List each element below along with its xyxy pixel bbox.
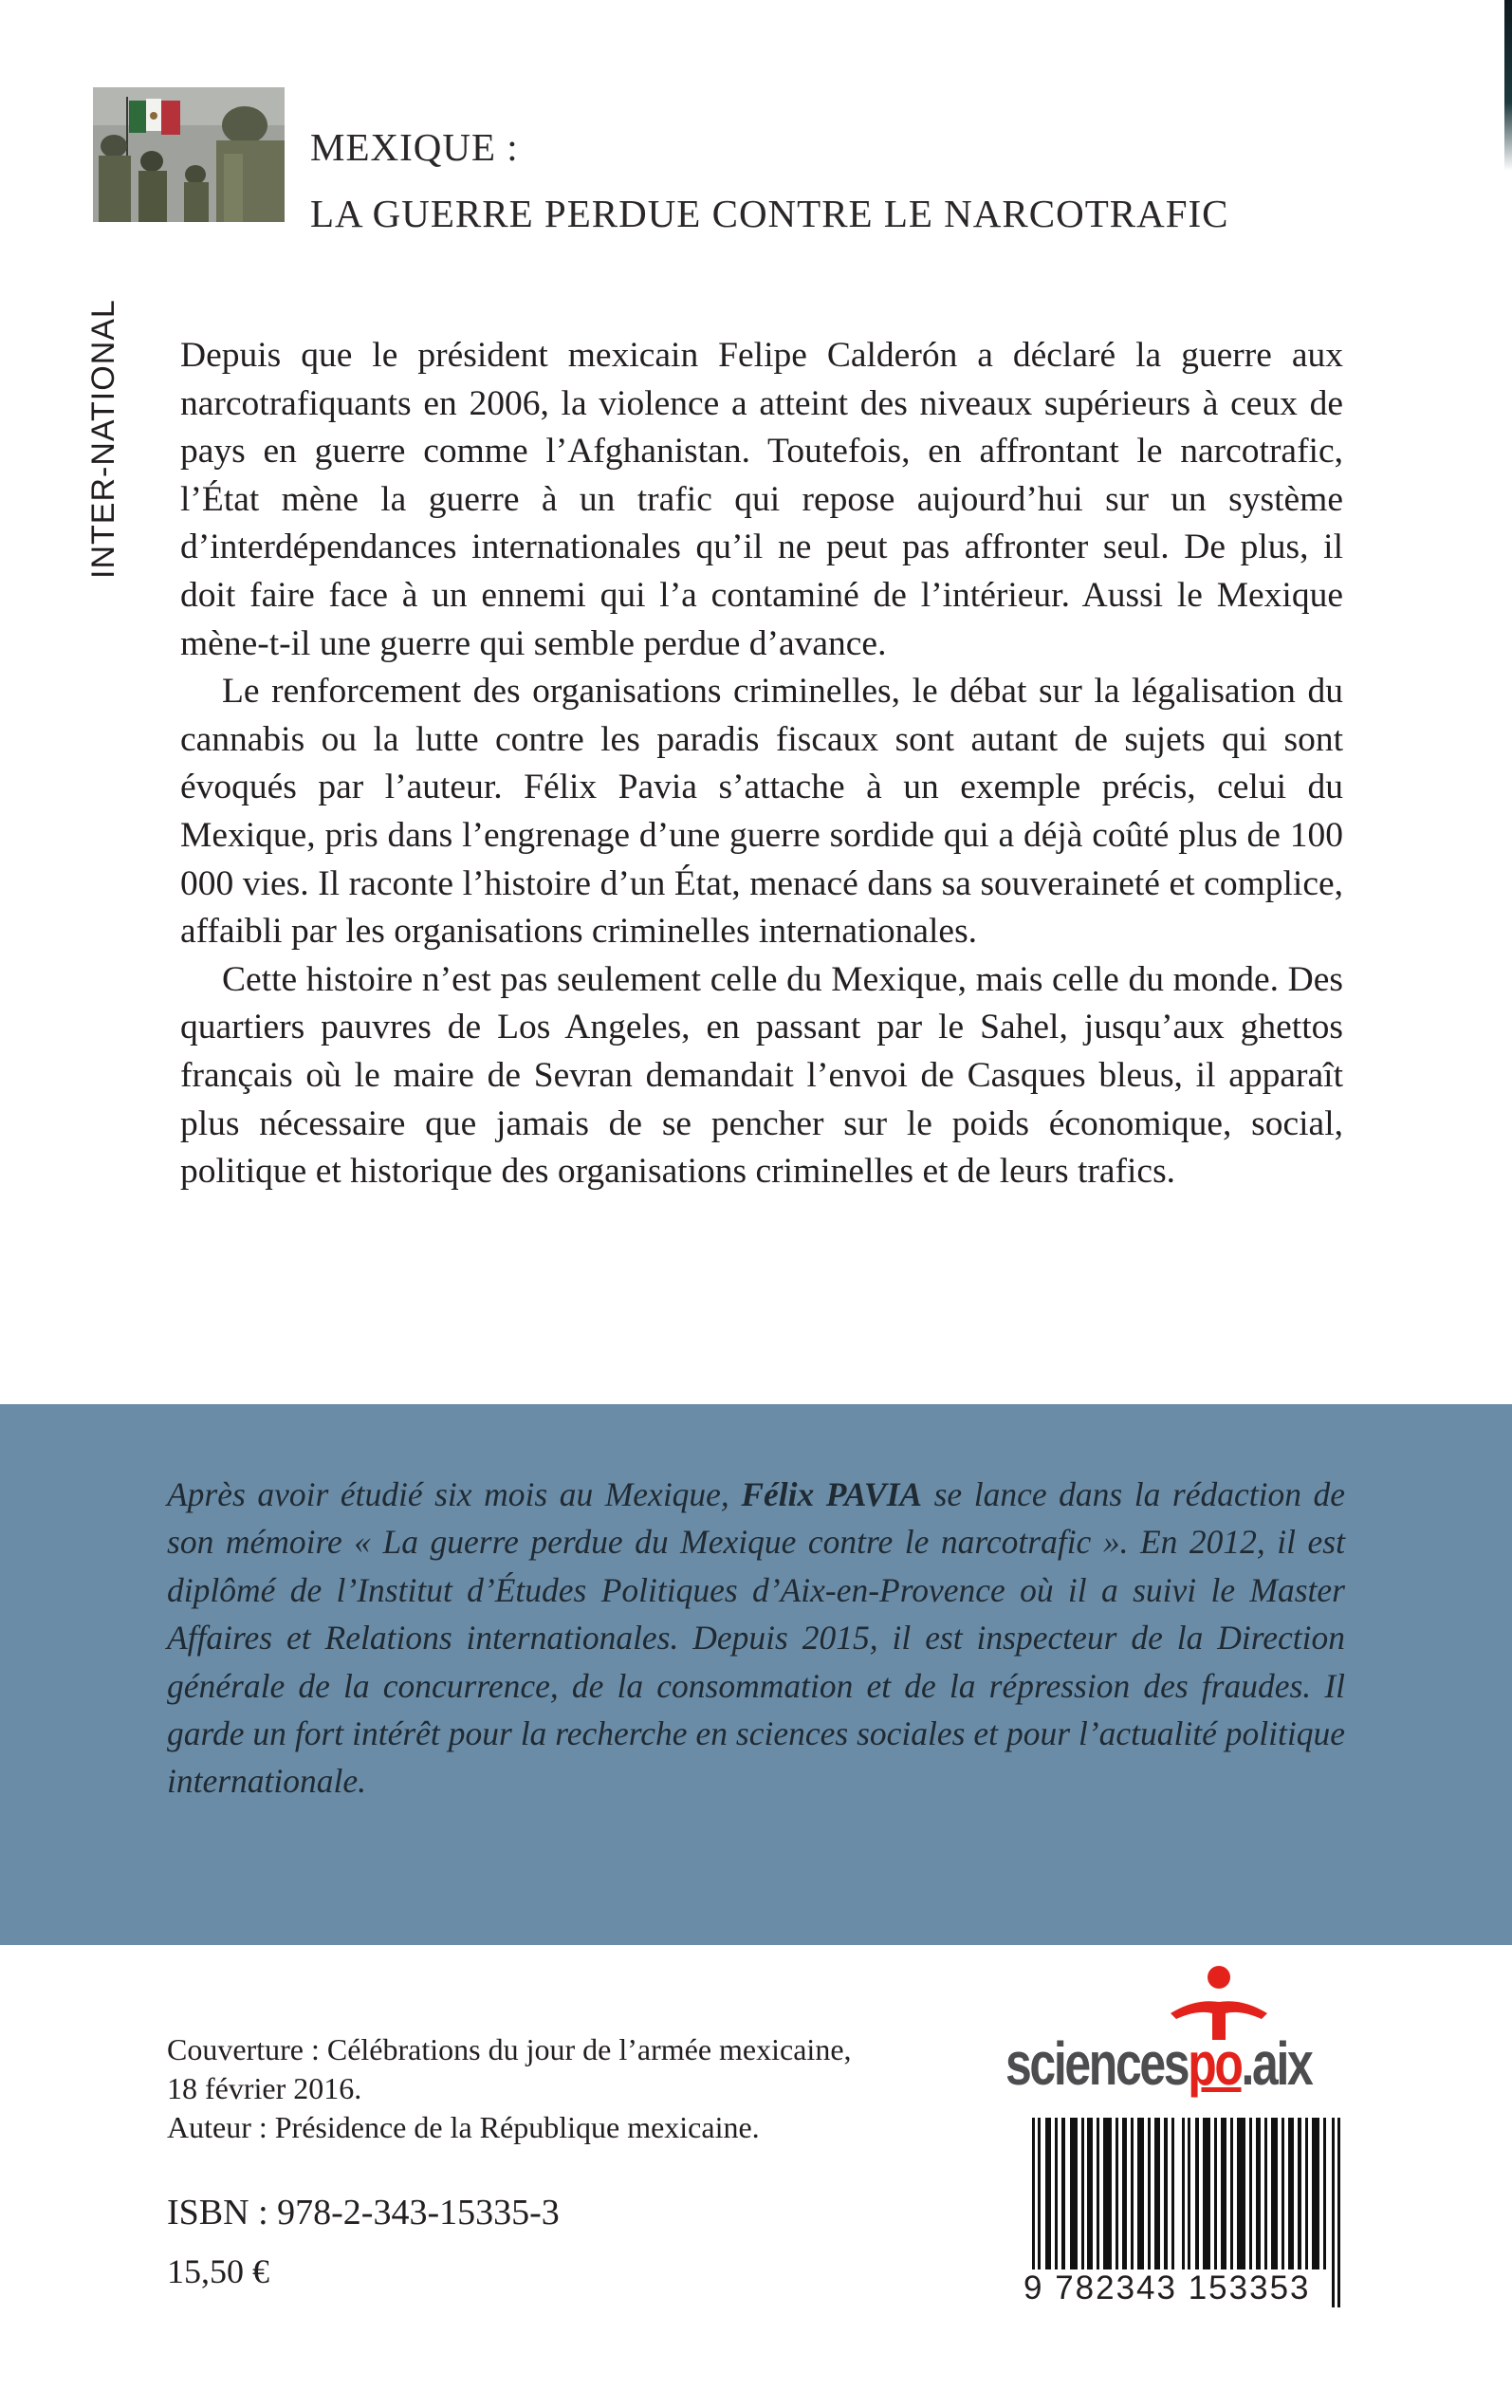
logo-aix: .aix	[1241, 2029, 1312, 2098]
back-cover-blurb	[180, 332, 1343, 1196]
author-bio-band	[0, 1404, 1512, 1945]
soldiers-flag-image	[93, 87, 285, 222]
title-line-1: MEXIQUE :	[310, 125, 519, 169]
price: 15,50 €	[167, 2252, 269, 2290]
blurb-paragraph-1: Depuis que le président mexicain Felipe Calderón a déclaré la guerre aux narcotrafiquants en 2006, la violence a atteint des niveaux supérieurs à ceux de pays en guerre comme l’Afghanistan. Toutefois, en affrontant le narcotrafic, l’État mène la guerre à un trafic qui repose aujourd’hui sur un système d’interdépendances internationales qu’il ne peut pas affronter seul. De plus, il doit faire face à un ennemi qui l’a contaminé de l’intérieur. Aussi le Mexique mène-t-il une guerre qui semble perdue d’avance.	[180, 336, 1343, 663]
isbn: ISBN : 978-2-343-15335-3	[167, 2193, 560, 2232]
bio-text-start: Après avoir étudié six mois au Mexique,	[167, 1475, 742, 1513]
title-line-2: LA GUERRE PERDUE CONTRE LE NARCOTRAFIC	[310, 192, 1229, 235]
cover-credits	[167, 2030, 852, 2147]
book-title	[310, 114, 1229, 247]
author-name: Félix PAVIA	[741, 1475, 923, 1513]
logo-sciences: sciences	[1005, 2029, 1189, 2098]
logo-wordmark	[1005, 2028, 1311, 2099]
blurb-paragraph-2: Le renforcement des organisations criminelles, le débat sur la légalisation du cannabis ou la lutte contre les paradis fiscaux sont autant de sujets qui sont évoqués par l’auteur. Félix Pavia s’attache à un exemple précis, celui du Mexique, pris dans l’engrenage d’une guerre sordide qui a déjà coûté plus de 100 000 vies. Il raconte l’histoire d’un État, menacé dans sa souveraineté et complice, affaibli par les organisations criminelles internationales.	[180, 672, 1343, 952]
author-bio	[167, 1471, 1345, 1806]
cover-photo-edge	[1504, 0, 1512, 171]
series-label: INTER-NATIONAL	[85, 299, 121, 579]
credits-line-1: Couverture : Célébrations du jour de l’armée mexicaine,	[167, 2032, 852, 2066]
logo-po: po	[1188, 2029, 1242, 2098]
cover-thumbnail-photo	[93, 87, 285, 222]
credits-line-2: 18 février 2016.	[167, 2071, 362, 2105]
bio-text-rest: se lance dans la rédaction de son mémoire « La guerre perdue du Mexique contre le narcotrafic ». En 2012, il est diplômé de l’Institut d’Études Politiques d’Aix-en-Provence où il a suivi le Master Affaires et Relations internationales. Depuis 2015, il est inspecteur de la Direction générale de la concurrence, de la consommation et de la répression des fraudes. Il garde un fort intérêt pour la recherche en sciences sociales et pour l’actualité politique internationale.	[167, 1475, 1345, 1801]
barcode-number: 9 782343 153353	[1020, 2269, 1315, 2307]
credits-line-3: Auteur : Présidence de la République mexicaine.	[167, 2110, 760, 2144]
sciences-po-aix-logo	[1005, 1964, 1347, 2106]
blurb-paragraph-3: Cette histoire n’est pas seulement celle du Mexique, mais celle du monde. Des quartiers pauvres de Los Angeles, en passant par le Sahel, jusqu’aux ghettos français où le maire de Sevran demandait l’envoi de Casques bleus, il apparaît plus nécessaire que jamais de se pencher sur le poids économique, social, politique et historique des organisations criminelles et de leurs trafics.	[180, 959, 1343, 1192]
